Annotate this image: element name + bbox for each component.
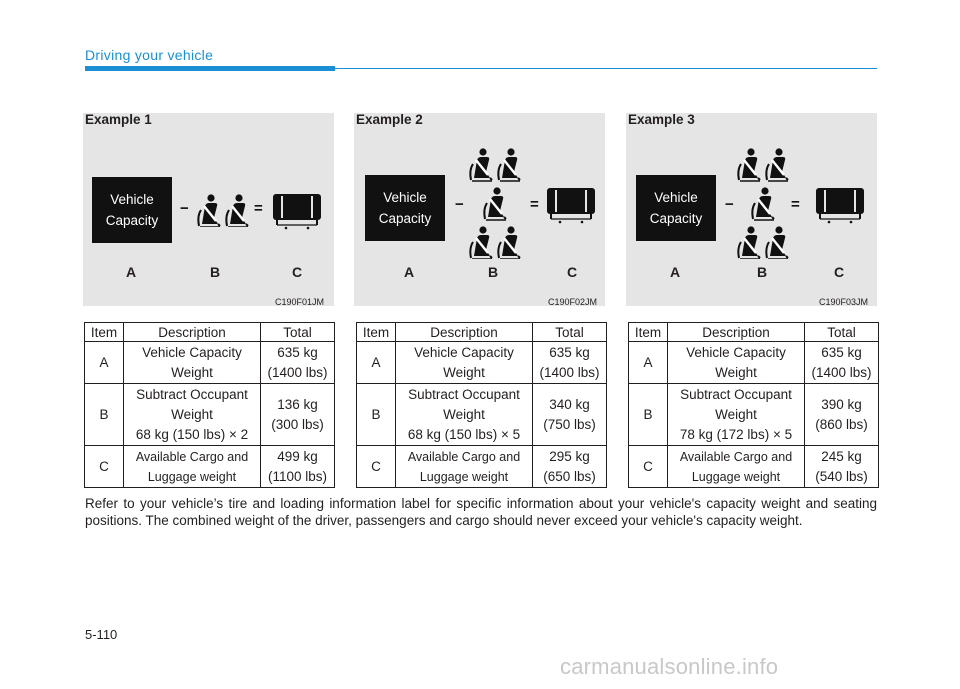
label-c: C [834, 264, 845, 280]
vehicle-capacity-box-line: Capacity [105, 213, 159, 228]
header-rule [335, 68, 877, 69]
total-line: 635 kg [821, 344, 862, 360]
table-header-description: Description [668, 323, 805, 342]
desc-line: Weight [443, 364, 485, 380]
capacity-table [628, 322, 879, 488]
page-number: 5-110 [85, 627, 118, 642]
table-cell-description [396, 342, 533, 384]
desc-line: Luggage weight [691, 469, 781, 484]
label-a: A [126, 264, 137, 280]
minus-sign: − [455, 196, 464, 213]
capacity-table [356, 322, 607, 488]
desc-line: Weight [715, 364, 757, 380]
table-row [629, 446, 879, 488]
desc-line: 68 kg (150 lbs) × 2 [135, 426, 249, 442]
table-cell-description [668, 384, 805, 446]
total-line: 635 kg [277, 344, 318, 360]
total-line: (860 lbs) [815, 416, 868, 432]
desc-line: Luggage weight [147, 469, 237, 484]
total-line: 136 kg [277, 396, 318, 412]
table-header-total: Total [533, 323, 607, 342]
table-cell-item: C [629, 446, 668, 488]
table-row [629, 342, 879, 384]
vehicle-capacity-box [636, 175, 716, 241]
desc-line: 78 kg (172 lbs) × 5 [679, 426, 793, 442]
equals-sign: = [530, 196, 539, 213]
example-title: Example 1 [85, 112, 152, 127]
total-line: (1400 lbs) [267, 364, 328, 380]
minus-sign: − [725, 196, 734, 213]
occupant-seatbelt-icon-group [466, 147, 522, 259]
table-cell-item: B [629, 384, 668, 446]
table-cell-item: B [357, 384, 396, 446]
label-a: A [404, 264, 415, 280]
table-header-item: Item [85, 323, 124, 342]
table-row [357, 446, 607, 488]
vehicle-capacity-box-line: Capacity [378, 211, 432, 226]
label-c: C [292, 264, 303, 280]
total-line: 340 kg [549, 396, 590, 412]
desc-line: Subtract Occupant [136, 386, 248, 402]
figure-code: C190F03JM [819, 297, 869, 307]
table-header-total: Total [261, 323, 335, 342]
figure-code: C190F02JM [548, 297, 598, 307]
table-cell-item: C [357, 446, 396, 488]
table-row [357, 384, 607, 446]
desc-line: Vehicle Capacity [414, 344, 514, 360]
capacity-table [84, 322, 335, 488]
example-title: Example 3 [628, 112, 695, 127]
desc-line: Luggage weight [419, 469, 509, 484]
table-row [629, 384, 879, 446]
table-row [85, 384, 335, 446]
label-a: A [670, 264, 681, 280]
minus-sign: − [180, 200, 189, 217]
desc-line: Available Cargo and [679, 449, 793, 464]
vehicle-capacity-box [365, 175, 445, 241]
table-cell-description [668, 446, 805, 488]
total-line: 295 kg [549, 448, 590, 464]
table-header-item: Item [629, 323, 668, 342]
table-row [85, 342, 335, 384]
desc-line: Weight [171, 364, 213, 380]
desc-line: Weight [443, 406, 485, 422]
total-line: (1400 lbs) [539, 364, 600, 380]
table-cell-total [805, 384, 879, 446]
table-cell-total [261, 384, 335, 446]
total-line: (1100 lbs) [267, 468, 328, 484]
table-header-item: Item [357, 323, 396, 342]
vehicle-capacity-box-line: Vehicle [383, 190, 427, 205]
label-b: B [488, 264, 499, 280]
desc-line: Vehicle Capacity [686, 344, 786, 360]
example-title: Example 2 [356, 112, 423, 127]
total-line: (750 lbs) [543, 416, 596, 432]
table-cell-description [124, 446, 261, 488]
table-cell-total [261, 446, 335, 488]
watermark: carmanualsonline.info [560, 654, 779, 679]
figure-code: C190F01JM [275, 297, 325, 307]
section-accent-bar [85, 66, 335, 71]
table-cell-item: C [85, 446, 124, 488]
table-cell-total [533, 384, 607, 446]
total-line: (1400 lbs) [811, 364, 872, 380]
table-row [357, 342, 607, 384]
equals-sign: = [254, 200, 263, 217]
total-line: 390 kg [821, 396, 862, 412]
table-cell-total [805, 446, 879, 488]
total-line: (540 lbs) [815, 468, 868, 484]
label-c: C [567, 264, 578, 280]
table-cell-item: A [85, 342, 124, 384]
table-cell-description [124, 342, 261, 384]
desc-line: 68 kg (150 lbs) × 5 [407, 426, 521, 442]
label-b: B [757, 264, 768, 280]
vehicle-capacity-box-line: Capacity [649, 211, 703, 226]
total-line: 245 kg [821, 448, 862, 464]
table-cell-total [261, 342, 335, 384]
desc-line: Subtract Occupant [408, 386, 520, 402]
table-cell-item: B [85, 384, 124, 446]
table-header-description: Description [396, 323, 533, 342]
table-cell-item: A [357, 342, 396, 384]
desc-line: Vehicle Capacity [142, 344, 242, 360]
total-line: 499 kg [277, 448, 318, 464]
equals-sign: = [791, 196, 800, 213]
section-title: Driving your vehicle [85, 47, 214, 63]
table-cell-total [533, 342, 607, 384]
vehicle-capacity-box-line: Vehicle [110, 192, 154, 207]
table-cell-item: A [629, 342, 668, 384]
table-row [85, 446, 335, 488]
vehicle-capacity-box [92, 177, 172, 243]
table-cell-description [396, 384, 533, 446]
table-cell-description [124, 384, 261, 446]
table-cell-description [668, 342, 805, 384]
cargo-area-icon [813, 186, 867, 224]
desc-line: Subtract Occupant [680, 386, 792, 402]
vehicle-capacity-box-line: Vehicle [654, 190, 698, 205]
desc-line: Available Cargo and [135, 449, 249, 464]
total-line: (300 lbs) [271, 416, 324, 432]
capacity-note-paragraph: Refer to your vehicle’s tire and loading information label for specific information about your vehicle's capacity weight and seating positions. The combined weight of the driver, passengers and cargo should never exceed your vehicle's capacity weight. [85, 496, 877, 528]
cargo-area-icon [544, 186, 598, 224]
table-cell-total [805, 342, 879, 384]
table-cell-description [396, 446, 533, 488]
desc-line: Weight [171, 406, 213, 422]
desc-line: Available Cargo and [407, 449, 521, 464]
occupant-seatbelt-icon-group [194, 193, 250, 227]
table-header-description: Description [124, 323, 261, 342]
occupant-seatbelt-icon-group [734, 147, 790, 259]
total-line: (650 lbs) [543, 468, 596, 484]
table-cell-total [533, 446, 607, 488]
label-b: B [210, 264, 221, 280]
cargo-area-icon [270, 192, 324, 230]
desc-line: Weight [715, 406, 757, 422]
table-header-total: Total [805, 323, 879, 342]
total-line: 635 kg [549, 344, 590, 360]
